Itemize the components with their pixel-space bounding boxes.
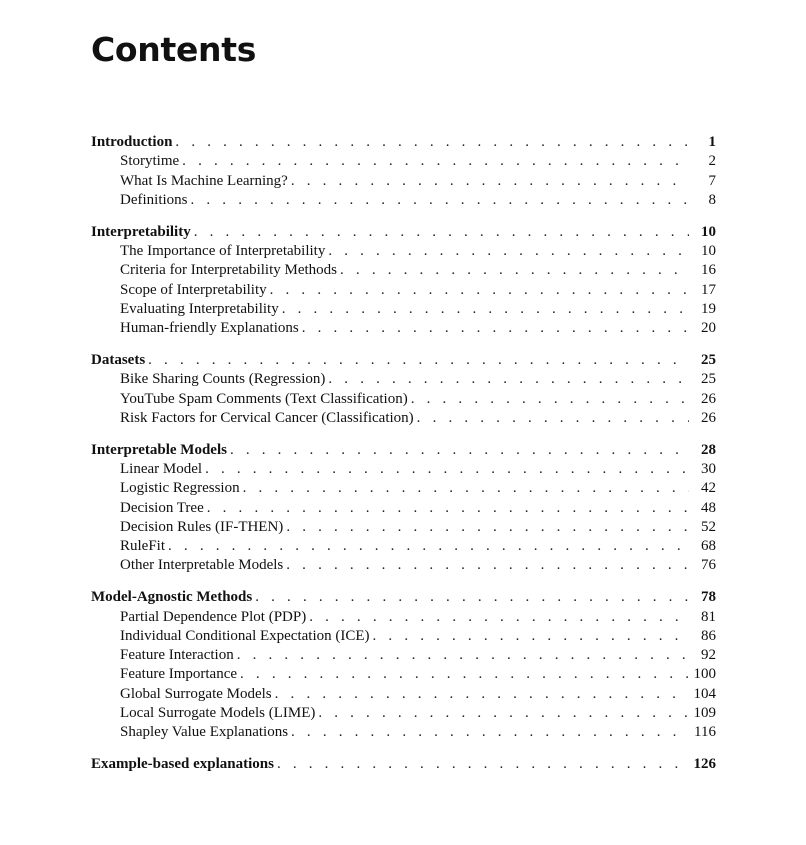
toc-section-entry[interactable] xyxy=(91,479,716,498)
dot-leader xyxy=(340,261,689,280)
dot-leader xyxy=(286,518,689,537)
toc-section-entry[interactable] xyxy=(91,704,716,723)
toc-chapter-entry[interactable] xyxy=(91,588,716,607)
page-number: 81 xyxy=(701,608,716,625)
dot-leader xyxy=(182,152,689,171)
page-number: 104 xyxy=(693,685,716,702)
dot-leader xyxy=(286,556,689,575)
chapter-title: Example-based explanations xyxy=(91,756,274,773)
toc-section-entry[interactable] xyxy=(91,460,716,479)
section-title: Feature Importance xyxy=(120,666,238,683)
section-title: Global Surrogate Models xyxy=(120,685,272,702)
section-title: Bike Sharing Counts (Regression) xyxy=(120,371,326,388)
toc-section-entry[interactable] xyxy=(91,172,716,191)
page-number: 92 xyxy=(701,647,716,664)
section-title: Feature Interaction xyxy=(120,647,234,664)
toc-chapter-entry[interactable] xyxy=(91,351,716,370)
dot-leader xyxy=(191,191,690,210)
dot-leader xyxy=(328,242,689,261)
toc-chapter-block xyxy=(91,441,716,576)
toc-section-entry[interactable] xyxy=(91,242,716,261)
page-number: 28 xyxy=(701,441,716,458)
dot-leader xyxy=(291,723,689,742)
chapter-title: Interpretable Models xyxy=(91,441,227,458)
section-title: Partial Dependence Plot (PDP) xyxy=(120,608,307,625)
dot-leader xyxy=(309,608,689,627)
dot-leader xyxy=(270,281,689,300)
page-number: 116 xyxy=(694,724,716,741)
section-title: Logistic Regression xyxy=(120,480,240,497)
page-number: 19 xyxy=(701,300,716,317)
dot-leader xyxy=(411,390,689,409)
page-number: 10 xyxy=(701,223,716,240)
page-number: 16 xyxy=(701,262,716,279)
dot-leader xyxy=(230,441,689,460)
toc-chapter-block xyxy=(91,588,716,742)
section-title: Decision Rules (IF-THEN) xyxy=(120,518,284,535)
section-title: Criteria for Interpretability Methods xyxy=(120,262,338,279)
section-title: Other Interpretable Models xyxy=(120,557,284,574)
section-title: Individual Conditional Expectation (ICE) xyxy=(120,627,370,644)
dot-leader xyxy=(277,755,689,774)
page-number: 42 xyxy=(701,480,716,497)
toc-section-entry[interactable] xyxy=(91,191,716,210)
toc-section-entry[interactable] xyxy=(91,409,716,428)
toc-section-entry[interactable] xyxy=(91,319,716,338)
dot-leader xyxy=(148,351,689,370)
section-title: Shapley Value Explanations xyxy=(120,724,289,741)
toc-chapter-entry[interactable] xyxy=(91,223,716,242)
toc-section-entry[interactable] xyxy=(91,300,716,319)
dot-leader xyxy=(194,223,689,242)
page-number: 26 xyxy=(701,390,716,407)
page-number: 76 xyxy=(701,557,716,574)
page-number: 1 xyxy=(708,134,716,150)
toc-section-entry[interactable] xyxy=(91,281,716,300)
page-number: 109 xyxy=(693,705,716,722)
toc-section-entry[interactable] xyxy=(91,518,716,537)
section-title: Risk Factors for Cervical Cancer (Classification) xyxy=(120,409,414,426)
page-number: 8 xyxy=(708,191,716,208)
dot-leader xyxy=(373,627,689,646)
section-title: Definitions xyxy=(120,191,188,208)
toc-section-entry[interactable] xyxy=(91,370,716,389)
toc-chapter-entry[interactable] xyxy=(91,755,716,774)
toc-chapter-block xyxy=(91,351,716,428)
dot-leader xyxy=(175,133,689,152)
section-title: Scope of Interpretability xyxy=(120,281,267,298)
section-title: Linear Model xyxy=(120,460,203,477)
chapter-title: Model-Agnostic Methods xyxy=(91,589,253,606)
dot-leader xyxy=(205,460,689,479)
toc-section-entry[interactable] xyxy=(91,723,716,742)
dot-leader xyxy=(243,479,689,498)
page-number: 2 xyxy=(708,153,716,170)
toc-chapter-block xyxy=(91,223,716,339)
toc-chapter-block xyxy=(91,755,716,774)
page-number: 26 xyxy=(701,409,716,426)
dot-leader xyxy=(282,300,689,319)
dot-leader xyxy=(240,665,689,684)
chapter-title: Datasets xyxy=(91,351,146,368)
page-title: Contents xyxy=(91,30,257,69)
toc-section-entry[interactable] xyxy=(91,390,716,409)
toc-section-entry[interactable] xyxy=(91,627,716,646)
toc-section-entry[interactable] xyxy=(91,665,716,684)
toc-chapter-entry[interactable] xyxy=(91,133,716,152)
section-title: Evaluating Interpretability xyxy=(120,300,279,317)
section-title: The Importance of Interpretability xyxy=(120,242,326,259)
dot-leader xyxy=(302,319,689,338)
dot-leader xyxy=(275,685,689,704)
dot-leader xyxy=(291,172,689,191)
section-title: Decision Tree xyxy=(120,499,204,516)
dot-leader xyxy=(255,588,689,607)
page-number: 68 xyxy=(701,538,716,555)
page-number: 20 xyxy=(701,320,716,337)
toc-section-entry[interactable] xyxy=(91,556,716,575)
section-title: Storytime xyxy=(120,153,180,170)
toc-section-entry[interactable] xyxy=(91,499,716,518)
section-title: Human-friendly Explanations xyxy=(120,320,299,337)
section-title: RuleFit xyxy=(120,538,166,555)
dot-leader xyxy=(237,646,689,665)
dot-leader xyxy=(328,370,689,389)
table-of-contents xyxy=(91,133,716,787)
toc-section-entry[interactable] xyxy=(91,152,716,171)
page-number: 52 xyxy=(701,518,716,535)
toc-chapter-block xyxy=(91,133,716,210)
page-number: 30 xyxy=(701,460,716,477)
toc-chapter-entry[interactable] xyxy=(91,441,716,460)
toc-section-entry[interactable] xyxy=(91,685,716,704)
page-number: 48 xyxy=(701,499,716,516)
page-number: 86 xyxy=(701,627,716,644)
toc-section-entry[interactable] xyxy=(91,261,716,280)
dot-leader xyxy=(207,499,689,518)
dot-leader xyxy=(417,409,689,428)
page-number: 25 xyxy=(701,351,716,368)
page-number: 126 xyxy=(693,756,716,773)
toc-section-entry[interactable] xyxy=(91,537,716,556)
page-number: 25 xyxy=(701,371,716,388)
chapter-title: Interpretability xyxy=(91,223,191,240)
page-number: 100 xyxy=(693,666,716,683)
dot-leader xyxy=(318,704,689,723)
toc-section-entry[interactable] xyxy=(91,608,716,627)
dot-leader xyxy=(168,537,689,556)
page-number: 10 xyxy=(701,242,716,259)
page-number: 7 xyxy=(708,172,716,189)
section-title: What Is Machine Learning? xyxy=(120,172,288,189)
page-number: 78 xyxy=(701,589,716,606)
chapter-title: Introduction xyxy=(91,134,173,150)
page-number: 17 xyxy=(701,281,716,298)
section-title: YouTube Spam Comments (Text Classification) xyxy=(120,390,408,407)
section-title: Local Surrogate Models (LIME) xyxy=(120,705,316,722)
toc-section-entry[interactable] xyxy=(91,646,716,665)
